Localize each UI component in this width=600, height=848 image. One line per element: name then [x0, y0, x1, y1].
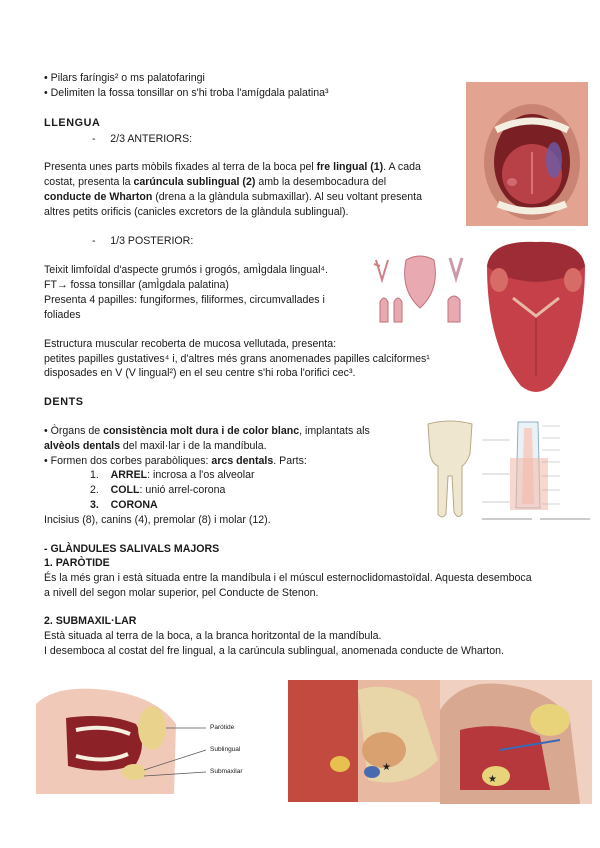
llengua-p1: Presenta unes parts mòbils fixades al terra de la boca pel fre lingual (1). A cada	[44, 161, 421, 173]
llengua-p2: costat, presenta la carúncula sublingual (2) amb la desembocadura del	[44, 176, 387, 188]
dents-l3: • Formen dos corbes parabòliques: arcs dentals. Parts:	[44, 455, 307, 467]
svg-text:★: ★	[488, 774, 497, 785]
dents-part-1: 1. ARREL: incrosa a l'os alveolar	[90, 469, 255, 481]
llengua-q1: Teixit limfoïdal d'aspecte grumós i grogós, amÌgdala lingual⁴.	[44, 264, 328, 276]
llengua-p3: conducte de Wharton (drena a la glàndula submaxillar). Al seu voltant presenta	[44, 191, 423, 203]
llengua-r1: Estructura muscular recoberta de mucosa vellutada, presenta:	[44, 338, 337, 350]
submax-line-1: Està situada al terra de la boca, a la branca horitzontal de la mandíbula.	[44, 630, 382, 642]
open-mouth-image	[466, 82, 588, 226]
parotide-line-1: És la més gran i està situada entre la mandíbula i el múscul esternoclidomastoïdal. Aquesta desemboca	[44, 572, 532, 584]
posterior-item: - 1/3 POSTERIOR:	[92, 235, 194, 247]
llengua-p4: altres petits orificis (canicles excretors de la glàndula sublingual).	[44, 206, 349, 218]
label-sublingual: Sublingual	[210, 746, 241, 753]
intro-line-1: • Pilars faríngis² o ms palatofaringi	[44, 72, 205, 84]
anteriors-item: - 2/3 ANTERIORS:	[92, 133, 193, 145]
tooth-section-diagram	[480, 418, 592, 530]
llengua-r2: petites papilles gustatives⁴ i, d'altres més grans anomenades papilles calciformes¹	[44, 353, 430, 365]
submax-line-2: I desemboca al costat del fre lingual, a la carúncula sublingual, anomenada conducte de Wharton.	[44, 645, 504, 657]
tooth-image	[422, 418, 478, 522]
dents-part-2: 2. COLL: unió arrel-corona	[90, 484, 226, 496]
llengua-q2: FT→ fossa tonsillar (amÌgdala palatina)	[44, 279, 229, 291]
dents-l1: • Òrgans de consistència molt dura i de color blanc, implantats als	[44, 425, 370, 437]
oral-cross-section-image	[288, 680, 442, 802]
dorsal-tongue-image	[481, 236, 591, 400]
label-submaxilar: Submaxilar	[210, 768, 243, 775]
tongue-papillae-diagram	[370, 250, 470, 330]
parotide-heading: 1. PARÒTIDE	[44, 557, 110, 569]
dents-l2: alvèols dentals del maxil·lar i de la mandíbula.	[44, 440, 267, 452]
dents-part-3: 3. CORONA	[90, 499, 158, 511]
svg-text:★: ★	[382, 762, 391, 773]
llengua-q3: Presenta 4 papilles: fungiformes, filiformes, circumvallades i	[44, 294, 325, 306]
intro-line-2: • Delimiten la fossa tonsillar on s'hi troba l'amígdala palatina³	[44, 87, 329, 99]
glandules-heading: - GLÀNDULES SALIVALS MAJORS	[44, 543, 220, 555]
face-dissection-image	[440, 680, 592, 804]
llengua-heading: LLENGUA	[44, 117, 101, 129]
salivary-glands-image	[36, 684, 248, 794]
llengua-r3: disposades en V (V lingual²) en el seu centre s'hi roba l'orifici cec³.	[44, 367, 356, 379]
dents-count: Incisius (8), canins (4), premolar (8) i molar (12).	[44, 514, 271, 526]
label-parotide: Parótide	[210, 724, 235, 731]
parotide-line-2: a nivell del segon molar superior, pel Conducte de Stenon.	[44, 587, 319, 599]
submax-heading: 2. SUBMAXIL·LAR	[44, 615, 137, 627]
llengua-q4: foliades	[44, 309, 81, 321]
dents-heading: DENTS	[44, 396, 84, 408]
